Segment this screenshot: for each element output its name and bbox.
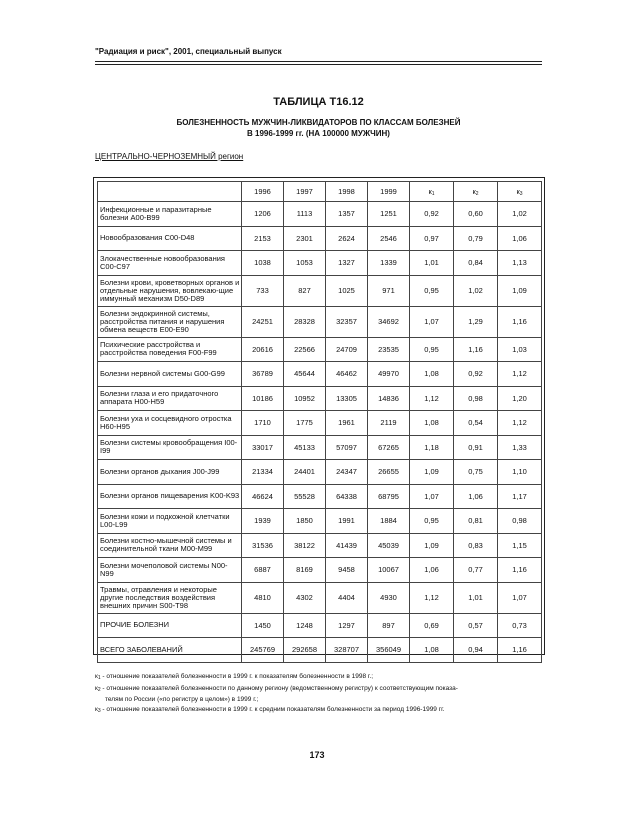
cell-k3: 1,03 [498, 337, 542, 362]
table-row [98, 533, 542, 558]
cell-1996: 1710 [242, 411, 284, 436]
cell-k3: 1,15 [498, 533, 542, 558]
row-label: Болезни эндокринной системы, расстройства питания и нарушения обмена веществ E00-E90 [98, 306, 242, 337]
row-label: Болезни костно-мышечной системы и соединительной ткани M00-M99 [98, 533, 242, 558]
header-row [98, 182, 542, 202]
cell-1999: 23535 [368, 337, 410, 362]
table-title: ТАБЛИЦА Т16.12 [273, 96, 364, 108]
table-row [98, 306, 542, 337]
footnote-k2-text: - отношение показателей болезненности по данному региону (ведомственному регистру) к соответствующим показа- [100, 684, 458, 692]
cell-k2: 1,06 [454, 484, 498, 509]
table-row [98, 509, 542, 534]
cell-1996: 36789 [242, 362, 284, 387]
row-label: Инфекционные и паразитарные болезни A00-B99 [98, 202, 242, 227]
footnote-k2 [95, 684, 545, 696]
table-row [98, 275, 542, 306]
footnotes [95, 672, 545, 716]
cell-k3: 1,13 [498, 251, 542, 276]
cell-1999: 14836 [368, 386, 410, 411]
cell-k2: 1,29 [454, 306, 498, 337]
row-label: Травмы, отравления и некоторые другие последствия воздействия внешних причин S00-T98 [98, 582, 242, 613]
cell-1997: 10952 [284, 386, 326, 411]
cell-1996: 6887 [242, 558, 284, 583]
cell-1997: 4302 [284, 582, 326, 613]
table-frame [93, 177, 545, 655]
cell-1999: 1884 [368, 509, 410, 534]
cell-k1: 1,07 [410, 484, 454, 509]
cell-1998: 1025 [326, 275, 368, 306]
morbidity-table [97, 181, 542, 663]
row-label: Болезни нервной системы G00-G99 [98, 362, 242, 387]
cell-1998: 1961 [326, 411, 368, 436]
cell-1996: 10186 [242, 386, 284, 411]
cell-1998: 1357 [326, 202, 368, 227]
header-rule [95, 61, 542, 62]
cell-1999: 4930 [368, 582, 410, 613]
cell-1999: 49970 [368, 362, 410, 387]
cell-1996: 1939 [242, 509, 284, 534]
cell-1998: 4404 [326, 582, 368, 613]
cell-k1: 0,95 [410, 275, 454, 306]
footnote-k3 [95, 705, 545, 717]
header-label-cell [98, 182, 242, 202]
cell-k1: 1,09 [410, 533, 454, 558]
cell-k2: 0,91 [454, 435, 498, 460]
cell-k3: 1,02 [498, 202, 542, 227]
cell-1999: 26655 [368, 460, 410, 485]
cell-1997: 45133 [284, 435, 326, 460]
cell-1998: 328707 [326, 638, 368, 663]
footnote-k3-subscript: 3 [97, 707, 101, 714]
row-label: ПРОЧИЕ БОЛЕЗНИ [98, 613, 242, 638]
cell-1999: 356049 [368, 638, 410, 663]
table-row [98, 386, 542, 411]
cell-k2: 0,84 [454, 251, 498, 276]
cell-k1: 0,95 [410, 337, 454, 362]
cell-1997: 1850 [284, 509, 326, 534]
footnote-k3-symbol: к [95, 705, 98, 713]
cell-k2: 0,98 [454, 386, 498, 411]
cell-k3: 1,07 [498, 582, 542, 613]
table-row [98, 411, 542, 436]
running-header: "Радиация и риск", 2001, специальный выпуск [95, 47, 282, 56]
cell-k3: 1,10 [498, 460, 542, 485]
cell-1996: 31536 [242, 533, 284, 558]
cell-1997: 1248 [284, 613, 326, 638]
row-label: Злокачественные новообразования C00-C97 [98, 251, 242, 276]
footnote-k3-text: - отношение показателей болезненности в 1999 г. к средним показателям болезненности за период 1996-1999 гг. [100, 705, 445, 713]
col-k2 [454, 182, 498, 202]
cell-k1: 1,07 [410, 306, 454, 337]
cell-1997: 2301 [284, 226, 326, 251]
cell-1998: 2624 [326, 226, 368, 251]
cell-k3: 1,06 [498, 226, 542, 251]
cell-k2: 0,83 [454, 533, 498, 558]
cell-k2: 1,02 [454, 275, 498, 306]
cell-k1: 0,92 [410, 202, 454, 227]
cell-1998: 24709 [326, 337, 368, 362]
cell-k1: 0,69 [410, 613, 454, 638]
cell-k2: 0,92 [454, 362, 498, 387]
cell-k3: 0,98 [498, 509, 542, 534]
cell-k2: 1,01 [454, 582, 498, 613]
row-label: Болезни кожи и подкожной клетчатки L00-L99 [98, 509, 242, 534]
region-label: ЦЕНТРАЛЬНО-ЧЕРНОЗЕМНЫЙ регион [95, 152, 244, 161]
k2-symbol: к [472, 186, 476, 196]
cell-1997: 827 [284, 275, 326, 306]
cell-1999: 68795 [368, 484, 410, 509]
table-row [98, 460, 542, 485]
cell-1999: 34692 [368, 306, 410, 337]
table-row [98, 226, 542, 251]
table-row [98, 484, 542, 509]
cell-k1: 1,01 [410, 251, 454, 276]
cell-k3: 1,12 [498, 362, 542, 387]
table-row [98, 435, 542, 460]
row-label: Болезни мочеполовой системы N00-N99 [98, 558, 242, 583]
table-row [98, 582, 542, 613]
cell-k1: 1,12 [410, 582, 454, 613]
k3-symbol: к [516, 186, 520, 196]
row-label: Болезни органов дыхания J00-J99 [98, 460, 242, 485]
cell-1999: 45039 [368, 533, 410, 558]
header-rule-thin [95, 64, 542, 65]
cell-1998: 24347 [326, 460, 368, 485]
cell-k1: 1,06 [410, 558, 454, 583]
cell-1996: 1206 [242, 202, 284, 227]
cell-k1: 0,95 [410, 509, 454, 534]
k3-subscript: 3 [519, 190, 523, 197]
col-1998: 1998 [326, 182, 368, 202]
col-k3 [498, 182, 542, 202]
cell-k1: 1,09 [410, 460, 454, 485]
cell-k1: 1,12 [410, 386, 454, 411]
subtitle-line-1: БОЛЕЗНЕННОСТЬ МУЖЧИН-ЛИКВИДАТОРОВ ПО КЛАССАМ БОЛЕЗНЕЙ [176, 118, 461, 127]
cell-1996: 33017 [242, 435, 284, 460]
cell-1997: 24401 [284, 460, 326, 485]
footnote-k2-continuation: телям по России («по регистру в целом») в 1999 г.; [105, 696, 259, 703]
cell-1999: 2119 [368, 411, 410, 436]
col-k1 [410, 182, 454, 202]
cell-k2: 0,57 [454, 613, 498, 638]
k1-subscript: 1 [431, 190, 435, 197]
cell-k3: 1,12 [498, 411, 542, 436]
col-1996: 1996 [242, 182, 284, 202]
cell-1998: 1991 [326, 509, 368, 534]
cell-1996: 24251 [242, 306, 284, 337]
col-1997: 1997 [284, 182, 326, 202]
k2-subscript: 2 [475, 190, 479, 197]
cell-1999: 67265 [368, 435, 410, 460]
footnote-k2-subscript: 2 [97, 686, 101, 693]
footnote-k1 [95, 672, 545, 684]
cell-1997: 38122 [284, 533, 326, 558]
cell-k2: 0,75 [454, 460, 498, 485]
cell-k1: 0,97 [410, 226, 454, 251]
cell-1996: 245769 [242, 638, 284, 663]
cell-k3: 0,73 [498, 613, 542, 638]
cell-k2: 0,81 [454, 509, 498, 534]
cell-1998: 1327 [326, 251, 368, 276]
footnote-k1-subscript: 1 [97, 675, 101, 681]
row-label: Болезни органов пищеварения K00-K93 [98, 484, 242, 509]
cell-1998: 64338 [326, 484, 368, 509]
row-label: Новообразования C00-D48 [98, 226, 242, 251]
cell-1999: 1251 [368, 202, 410, 227]
footnote-k1-symbol: к [95, 673, 98, 680]
cell-k1: 1,08 [410, 638, 454, 663]
cell-1997: 45644 [284, 362, 326, 387]
row-label: Болезни крови, кроветворных органов и отдельные нарушения, вовлекаю-щие иммунный механизм D50-D89 [98, 275, 242, 306]
table-row [98, 613, 542, 638]
row-label: Психические расстройства и расстройства поведения F00-F99 [98, 337, 242, 362]
cell-k3: 1,20 [498, 386, 542, 411]
cell-1999: 1339 [368, 251, 410, 276]
cell-k3: 1,09 [498, 275, 542, 306]
cell-k2: 1,16 [454, 337, 498, 362]
cell-k2: 0,77 [454, 558, 498, 583]
cell-k3: 1,17 [498, 484, 542, 509]
cell-1997: 1113 [284, 202, 326, 227]
cell-1998: 1297 [326, 613, 368, 638]
cell-1996: 1038 [242, 251, 284, 276]
cell-1997: 22566 [284, 337, 326, 362]
table-row [98, 362, 542, 387]
row-label: ВСЕГО ЗАБОЛЕВАНИЙ [98, 638, 242, 663]
cell-1998: 9458 [326, 558, 368, 583]
cell-k2: 0,60 [454, 202, 498, 227]
cell-k3: 1,16 [498, 306, 542, 337]
cell-1996: 21334 [242, 460, 284, 485]
cell-1996: 1450 [242, 613, 284, 638]
cell-1997: 55528 [284, 484, 326, 509]
table-row [98, 202, 542, 227]
cell-k2: 0,54 [454, 411, 498, 436]
cell-1996: 46624 [242, 484, 284, 509]
cell-1997: 28328 [284, 306, 326, 337]
row-label: Болезни глаза и его придаточного аппарата H00-H59 [98, 386, 242, 411]
table-subtitle [95, 117, 542, 139]
table-row [98, 638, 542, 663]
cell-1997: 292658 [284, 638, 326, 663]
cell-1996: 733 [242, 275, 284, 306]
cell-1996: 2153 [242, 226, 284, 251]
k1-symbol: к [428, 186, 432, 196]
cell-k3: 1,16 [498, 638, 542, 663]
row-label: Болезни системы кровообращения I00-I99 [98, 435, 242, 460]
table-row [98, 337, 542, 362]
cell-k3: 1,16 [498, 558, 542, 583]
cell-1998: 32357 [326, 306, 368, 337]
subtitle-line-2: В 1996-1999 гг. (НА 100000 МУЖЧИН) [247, 129, 390, 138]
cell-1997: 8169 [284, 558, 326, 583]
cell-1997: 1775 [284, 411, 326, 436]
cell-1999: 971 [368, 275, 410, 306]
cell-1999: 10067 [368, 558, 410, 583]
cell-k3: 1,33 [498, 435, 542, 460]
row-label: Болезни уха и сосцевидного отростка H60-H95 [98, 411, 242, 436]
cell-1998: 57097 [326, 435, 368, 460]
cell-k1: 1,08 [410, 362, 454, 387]
cell-1998: 13305 [326, 386, 368, 411]
table-row [98, 251, 542, 276]
cell-1996: 4810 [242, 582, 284, 613]
cell-1997: 1053 [284, 251, 326, 276]
cell-1999: 897 [368, 613, 410, 638]
cell-1996: 20616 [242, 337, 284, 362]
col-1999: 1999 [368, 182, 410, 202]
cell-k1: 1,08 [410, 411, 454, 436]
page-number: 173 [309, 750, 325, 760]
cell-k2: 0,94 [454, 638, 498, 663]
cell-k2: 0,79 [454, 226, 498, 251]
cell-1998: 46462 [326, 362, 368, 387]
footnote-k2-symbol: к [95, 684, 98, 692]
cell-1999: 2546 [368, 226, 410, 251]
cell-1998: 41439 [326, 533, 368, 558]
table-row [98, 558, 542, 583]
cell-k1: 1,18 [410, 435, 454, 460]
footnote-k1-text: - отношение показателей болезненности в 1999 г. к показателям болезненности в 1998 г.; [100, 673, 374, 680]
